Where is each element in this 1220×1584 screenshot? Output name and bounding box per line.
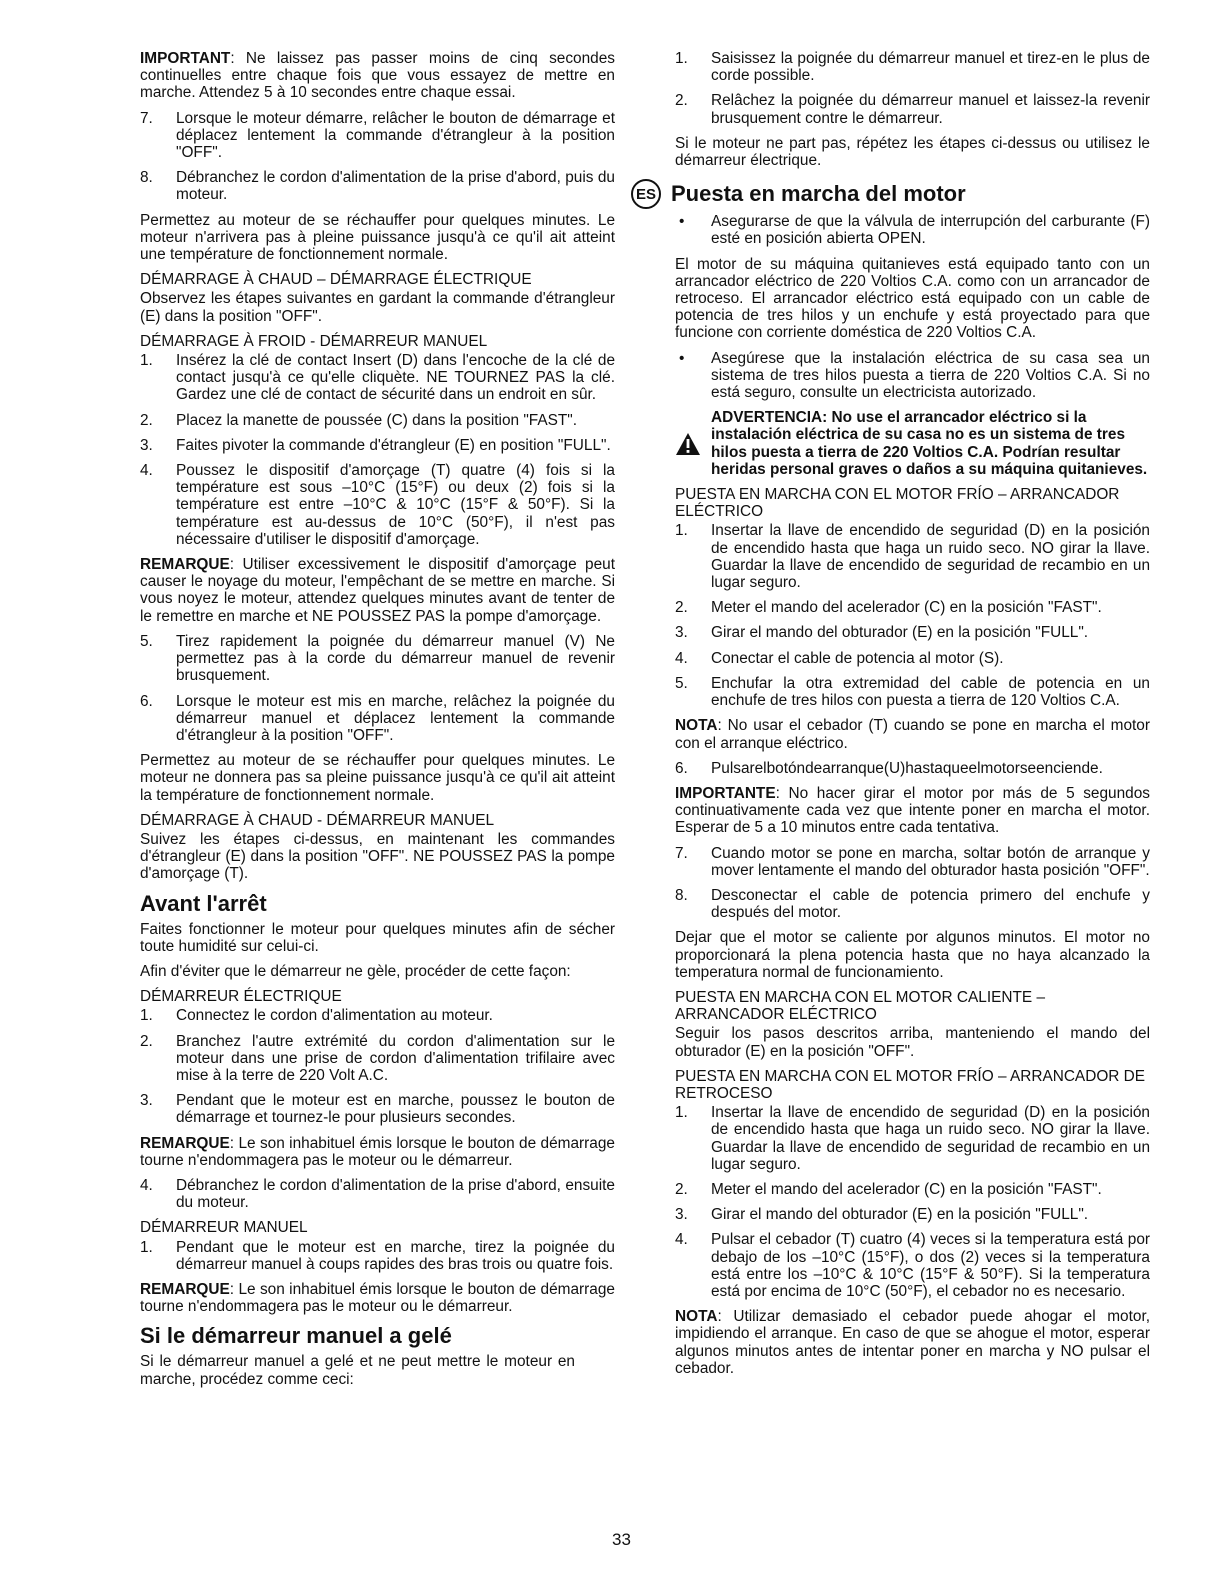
list-item [140,110,615,162]
list-item-number: 3. [140,1092,153,1110]
list-item-number: 3. [675,624,688,642]
list-item-text: Enchufar la otra extremidad del cable de potencia en un enchufe de tres hilos con puesta a tierra de 120 Voltios C.A. [711,674,1150,710]
list-item-text: Conectar el cable de potencia al motor (S). [711,649,1004,667]
list-item [675,1206,1150,1223]
list-item-number: 1. [140,1238,153,1256]
list-item [140,633,615,685]
list-item-text: Insertar la llave de encendido de seguridad (D) en la posición de encendido hasta que haga un ruido seco. NO girar la llave. Guardar la llave de encendido de seguridad de recambio en un lugar seguro. [711,522,1150,592]
list-item [675,50,1150,84]
warning-triangle-icon [675,409,711,478]
remarque-paragraph: REMARQUE: Utiliser excessivement le dispositif d'amorçage peut causer le noyage du moteur, l'empêchant de se mettre en marche. Si vous noyez le moteur, attendez quelques minutes avant de tenter de le remettre en marche et NE POUSSEZ PAS la pompe d'amorçage. [140,556,615,625]
numbered-list [675,845,1150,922]
list-item-text: Insertar la llave de encendido de seguridad (D) en la posición de encendido hasta que haga un ruido seco. NO girar la llave. Guardar la llave de encendido de seguridad de recambio en un lugar seguro. [711,1104,1150,1173]
subheading-demarreur-electrique: DÉMARREUR ÉLECTRIQUE [140,988,342,1006]
numbered-list [140,1177,615,1211]
list-item [140,412,615,429]
subheading-caliente-electrico: PUESTA EN MARCHA CON EL MOTOR CALIENTE – ARRANCADOR ELÉCTRICO [675,988,1046,1024]
list-item-text: Débranchez le cordon d'alimentation de la prise d'abord, puis du moteur. [176,169,615,204]
list-item-text: Débranchez le cordon d'alimentation de la prise d'abord, ensuite du moteur. [176,1176,615,1212]
list-item-text: Branchez l'autre extrémité du cordon d'alimentation sur le moteur dans une prise de cordon d'alimentation trifilaire avec mise à la terre de 220 Volt A.C. [176,1032,615,1084]
numbered-list [675,522,1150,709]
paragraph-follow: Suivez les étapes ci-dessus, en maintenant les commandes d'étrangleur (E) dans la position "OFF". NE POUSSEZ PAS la pompe d'amorçage (T). [140,830,615,883]
list-item-number: 3. [140,436,153,454]
list-item [140,1007,615,1024]
paragraph-dejar: Dejar que el motor se caliente por algunos minutos. El motor no proporcionará la plena potencia hasta que no haya alcanzado la temperatura normal de funcionamiento. [675,929,1150,981]
list-item [140,169,615,203]
list-item-text: Tirez rapidement la poignée du démarreur manuel (V) Ne permettez pas à la corde du démarreur manuel de revenir brusquement. [176,632,615,685]
list-item [675,760,1150,777]
numbered-list [675,50,1150,127]
nota-paragraph: NOTA: No usar el cebador (T) cuando se pone en marcha el motor con el arranque eléctrico. [675,717,1150,752]
paragraph-avant-1: Faites fonctionner le moteur pour quelques minutes afin de sécher toute humidité sur celui-ci. [140,920,615,955]
list-item-number: 2. [675,599,688,617]
list-item [675,887,1150,921]
list-item-number: 7. [140,109,153,127]
subheading-demarreur-manuel: DÉMARREUR MANUEL [140,1219,308,1237]
list-item-number: 1. [140,352,153,370]
subheading-cold-manual: DÉMARRAGE À FROID - DÉMARREUR MANUEL [140,332,488,350]
section-heading-gele: Si le démarreur manuel a gelé [140,1323,452,1349]
subheading-frio-electrico: PUESTA EN MARCHA CON EL MOTOR FRÍO – ARRANCADOR ELÉCTRICO [675,486,1120,521]
list-item-text: Girar el mando del obturador (E) en la posición "FULL". [711,1206,1089,1224]
paragraph-seguir: Seguir los pasos descritos arriba, manteniendo el mando del obturador (E) en la posición "OFF". [675,1025,1150,1060]
list-item-number: 6. [675,759,688,777]
subheading-hot-manual: DÉMARRAGE À CHAUD - DÉMARREUR MANUEL [140,811,495,829]
bullet-item: • Asegúrese que la instalación eléctrica de su casa sea un sistema de tres hilos puesta a tierra de 220 Voltios C.A. Si no está seguro, consulte un electricista autorizado. [675,350,1150,402]
list-item [675,1231,1150,1300]
list-item-text: Connectez le cordon d'alimentation au moteur. [176,1007,493,1025]
list-item-text: Pulsarelbotóndearranque(U)hastaqueelmotorseenciende. [711,759,1103,777]
list-item-text: Desconectar el cable de potencia primero del enchufe y después del motor. [711,886,1150,922]
warning-text: ADVERTENCIA: No use el arrancador eléctrico si la instalación eléctrica de su casa no es un sistema de tres hilos puesta a tierra de 220 Voltios C.A. Podrían resultar heridas personal graves o daños a su máquina quitanieves. [711,409,1148,478]
paragraph-warmup-2: Permettez au moteur de se réchauffer pour quelques minutes. Le moteur ne donnera pas sa pleine puissance jusqu'à ce qu'il ait atteint la température de fonctionnement normale. [140,752,615,804]
list-item-number: 4. [675,1231,688,1249]
list-item [140,352,615,404]
list-item-text: Girar el mando del obturador (E) en la posición "FULL". [711,624,1089,642]
list-item-number: 1. [140,1007,153,1025]
numbered-list [140,1239,615,1273]
list-item-number: 2. [140,411,153,429]
list-item-number: 4. [675,649,688,667]
list-item-text: Poussez le dispositif d'amorçage (T) quatre (4) fois si la température est sous –10°C (15°F) ou deux (2) fois si la température est entre –10°C & 10°C (15°F & 50°F). Si la température est au-dessus de 10°C (50°F), il n'est pas nécessaire d'utiliser le dispositif d'amorçage. [176,462,615,548]
list-item-number: 6. [140,692,153,710]
list-item [675,599,1150,616]
list-item-number: 1. [675,522,688,540]
list-item-number: 4. [140,462,153,480]
bullet-icon: • [679,213,685,231]
section-heading-puesta: Puesta en marcha del motor [671,181,966,207]
list-item [675,92,1150,126]
list-item-number: 3. [675,1206,688,1224]
list-item-text: Insérez la clé de contact Insert (D) dans l'encoche de la clé de contact jusqu'à ce qu'elle cliquète. NE TOURNEZ PAS la clé. Gardez une clé de contact de sécurité dans un endroit en sûr. [176,352,615,404]
numbered-list [675,760,1150,777]
list-item [675,845,1150,879]
list-item-text: Pulsar el cebador (T) cuatro (4) veces si la temperatura está por debajo de los –10°C (15°F), o dos (2) veces si la temperatura está entre los –10°C & 10°C (15°F & 50°F). Si la temperatura está por encima de 10°C (50°F), el cebador no es necesario. [711,1231,1150,1300]
list-item-text: Meter el mando del acelerador (C) en la posición "FAST". [711,1180,1102,1198]
list-item [140,1092,615,1126]
list-item-number: 4. [140,1176,153,1194]
list-item [140,1177,615,1211]
section-header-es [631,179,1150,209]
list-item-number: 2. [675,92,688,110]
list-item-text: Lorsque le moteur démarre, relâcher le bouton de démarrage et déplacez lentement la commande d'étrangleur à la position "OFF". [176,109,615,162]
list-item-text: Lorsque le moteur est mis en marche, relâchez la poignée du démarreur manuel et déplacez lentement la commande d'étrangleur à la position "OFF". [176,692,615,744]
list-item-number: 1. [675,1104,688,1122]
paragraph-gele: Si le démarreur manuel a gelé et ne peut mettre le moteur en marche, procédez comme ceci: [140,1353,575,1388]
list-item-text: Pendant que le moteur est en marche, poussez le bouton de démarrage et tournez-le pour plusieurs secondes. [176,1092,615,1127]
section-heading-avant: Avant l'arrêt [140,890,267,916]
page-number: 33 [612,1530,631,1549]
numbered-list [140,1007,615,1126]
list-item [140,1033,615,1085]
importante-paragraph: IMPORTANTE: No hacer girar el motor por más de 5 segundos continuativamente cada vez que intente poner en marcha el motor. Esperar de 5 a 10 minutos entre cada tentativa. [675,784,1150,837]
numbered-list [140,352,615,548]
list-item-number: 5. [675,674,688,692]
list-item [140,462,615,548]
paragraph-avant-2: Afin d'éviter que le démarreur ne gèle, procéder de cette façon: [140,962,571,980]
list-item-text: Pendant que le moteur est en marche, tirez la poignée du démarreur manuel à coups rapides des bras trois ou quatre fois. [176,1238,615,1273]
list-item [675,1181,1150,1198]
list-item-text: Meter el mando del acelerador (C) en la posición "FAST". [711,599,1102,617]
list-item-text: Cuando motor se pone en marcha, soltar botón de arranque y mover lentamente el mando del obturador hasta posición "OFF". [711,844,1150,879]
list-item [675,675,1150,709]
nota-paragraph: NOTA: Utilizar demasiado el cebador puede ahogar el motor, impidiendo el arranque. En caso de que se ahogue el motor, esperar algunos minutos antes de intentar poner en marcha y NO pulsar el cebador. [675,1308,1150,1377]
list-item [675,522,1150,591]
right-column [635,50,1150,1385]
list-item [675,650,1150,667]
list-item-text: Placez la manette de poussée (C) dans la position "FAST". [176,411,578,429]
important-paragraph: IMPORTANT: Ne laissez pas passer moins de cinq secondes continuelles entre chaque fois que vous essayez de mettre en marche. Attendez 5 à 10 secondes entre chaque essai. [140,50,615,102]
list-item [140,1239,615,1273]
language-badge-es: ES [631,179,661,209]
numbered-list [140,633,615,744]
list-item-number: 1. [675,50,688,67]
list-item-number: 8. [675,886,688,904]
numbered-list [140,110,615,204]
bullet-item: • Asegurarse de que la válvula de interrupción del carburante (F) esté en posición abierta OPEN. [675,213,1150,247]
paragraph-motor: El motor de su máquina quitanieves está equipado tanto con un arrancador eléctrico de 220 Voltios C.A. como con un arrancador de retroceso. El arrancador eléctrico está equipado con un cable de potencia de tres hilos y un enchufe y está proyectado para que funcione con corriente doméstica de 220 Voltios C.A. [675,255,1150,342]
list-item [140,437,615,454]
list-item-number: 7. [675,844,688,862]
list-item-number: 2. [140,1032,153,1050]
numbered-list [675,1104,1150,1300]
list-item-number: 2. [675,1180,688,1198]
list-item-number: 5. [140,632,153,650]
list-item-text: Relâchez la poignée du démarreur manuel et laissez-la revenir brusquement contre le démarreur. [711,92,1150,127]
list-item [675,624,1150,641]
subheading-frio-retroceso: PUESTA EN MARCHA CON EL MOTOR FRÍO – ARRANCADOR DE RETROCESO [675,1067,1146,1102]
warning-block [675,409,1150,478]
left-column [140,50,615,1396]
list-item-number: 8. [140,169,153,187]
bullet-icon: • [679,349,685,367]
list-item-text: Faites pivoter la commande d'étrangleur (E) en position "FULL". [176,436,611,454]
remarque-paragraph: REMARQUE: Le son inhabituel émis lorsque le bouton de démarrage tourne n'endommagera pas le moteur ou le démarreur. [140,1134,615,1169]
list-item-text: Saisissez la poignée du démarreur manuel et tirez-en le plus de corde possible. [711,50,1150,85]
remarque-paragraph: REMARQUE: Le son inhabituel émis lorsque le bouton de démarrage tourne n'endommagera pas le moteur ou le démarreur. [140,1280,615,1316]
list-item [140,693,615,745]
list-item [675,1104,1150,1173]
paragraph-warmup: Permettez au moteur de se réchauffer pour quelques minutes. Le moteur n'arrivera pas à pleine puissance jusqu'à ce qu'il ait atteint une température de fonctionnement normale. [140,211,615,264]
subheading-hot-electric: DÉMARRAGE À CHAUD – DÉMARRAGE ÉLECTRIQUE [140,271,532,289]
paragraph-repeat: Si le moteur ne part pas, répétez les étapes ci-dessus ou utilisez le démarreur électrique. [675,134,1150,170]
paragraph-observe: Observez les étapes suivantes en gardant la commande d'étrangleur (E) dans la position "OFF". [140,290,615,325]
